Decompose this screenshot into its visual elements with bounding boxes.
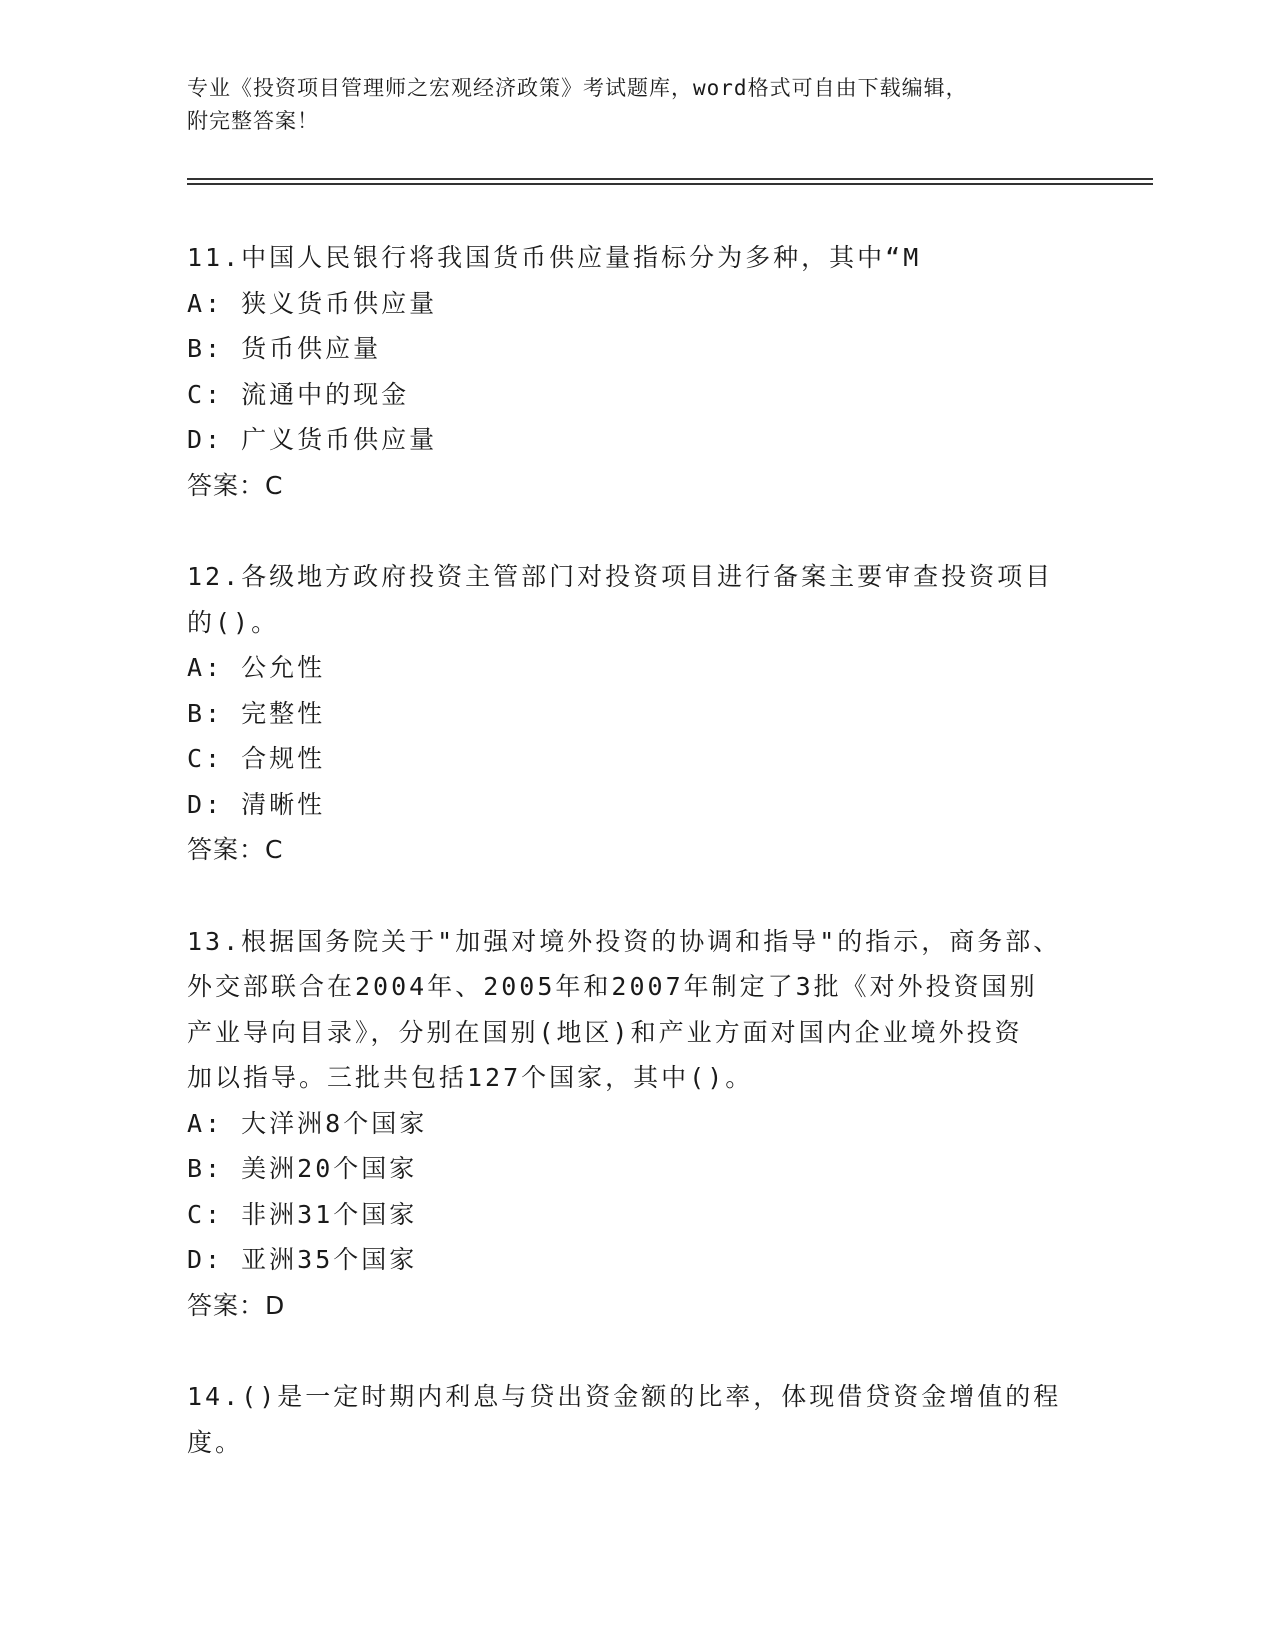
question-stem-cont: 外交部联合在2004年、2005年和2007年制定了3批《对外投资国别 (187, 972, 1038, 1001)
question-list (187, 235, 1087, 1511)
question-stem: 14.()是一定时期内利息与贷出资金额的比率，体现借贷资金增值的程 (187, 1382, 1062, 1411)
document-header (187, 72, 1087, 138)
option-d: D: 亚洲35个国家 (187, 1245, 418, 1274)
option-a: A: 大洋洲8个国家 (187, 1108, 428, 1138)
answer: 答案：C (187, 470, 284, 500)
option-d: D: 清晰性 (187, 789, 326, 819)
answer: 答案：C (187, 835, 284, 864)
question-stem: 12.各级地方政府投资主管部门对投资项目进行备案主要审查投资项目 (187, 562, 1054, 591)
answer: 答案：D (187, 1290, 286, 1320)
question-stem-cont: 加以指导。三批共包括127个国家，其中()。 (187, 1063, 754, 1092)
question-14 (187, 1374, 1087, 1465)
header-divider-bottom (187, 183, 1153, 185)
question-stem: 11.中国人民银行将我国货币供应量指标分为多种，其中“M (187, 243, 922, 272)
header-divider-top (187, 178, 1153, 180)
option-a: A: 狭义货币供应量 (187, 288, 438, 318)
question-stem: 13.根据国务院关于"加强对境外投资的协调和指导"的指示，商务部、 (187, 926, 1062, 956)
question-stem-cont: 产业导向目录》，分别在国别(地区)和产业方面对国内企业境外投资 (187, 1017, 1023, 1047)
question-stem-cont: 度。 (187, 1427, 244, 1457)
option-b: B: 美洲20个国家 (187, 1154, 418, 1183)
option-c: C: 非洲31个国家 (187, 1199, 418, 1229)
option-b: B: 货币供应量 (187, 334, 382, 363)
option-d: D: 广义货币供应量 (187, 425, 438, 454)
header-line-2: 附完整答案！ (187, 109, 319, 133)
header-line-1: 专业《投资项目管理师之宏观经济政策》考试题库，word格式可自由下载编辑， (187, 76, 968, 100)
option-b: B: 完整性 (187, 698, 326, 728)
option-a: A: 公允性 (187, 653, 326, 682)
question-13 (187, 919, 1087, 1329)
question-stem-cont: 的()。 (187, 607, 280, 637)
question-12 (187, 554, 1087, 873)
option-c: C: 流通中的现金 (187, 379, 410, 409)
option-c: C: 合规性 (187, 744, 326, 773)
question-11 (187, 235, 1087, 508)
